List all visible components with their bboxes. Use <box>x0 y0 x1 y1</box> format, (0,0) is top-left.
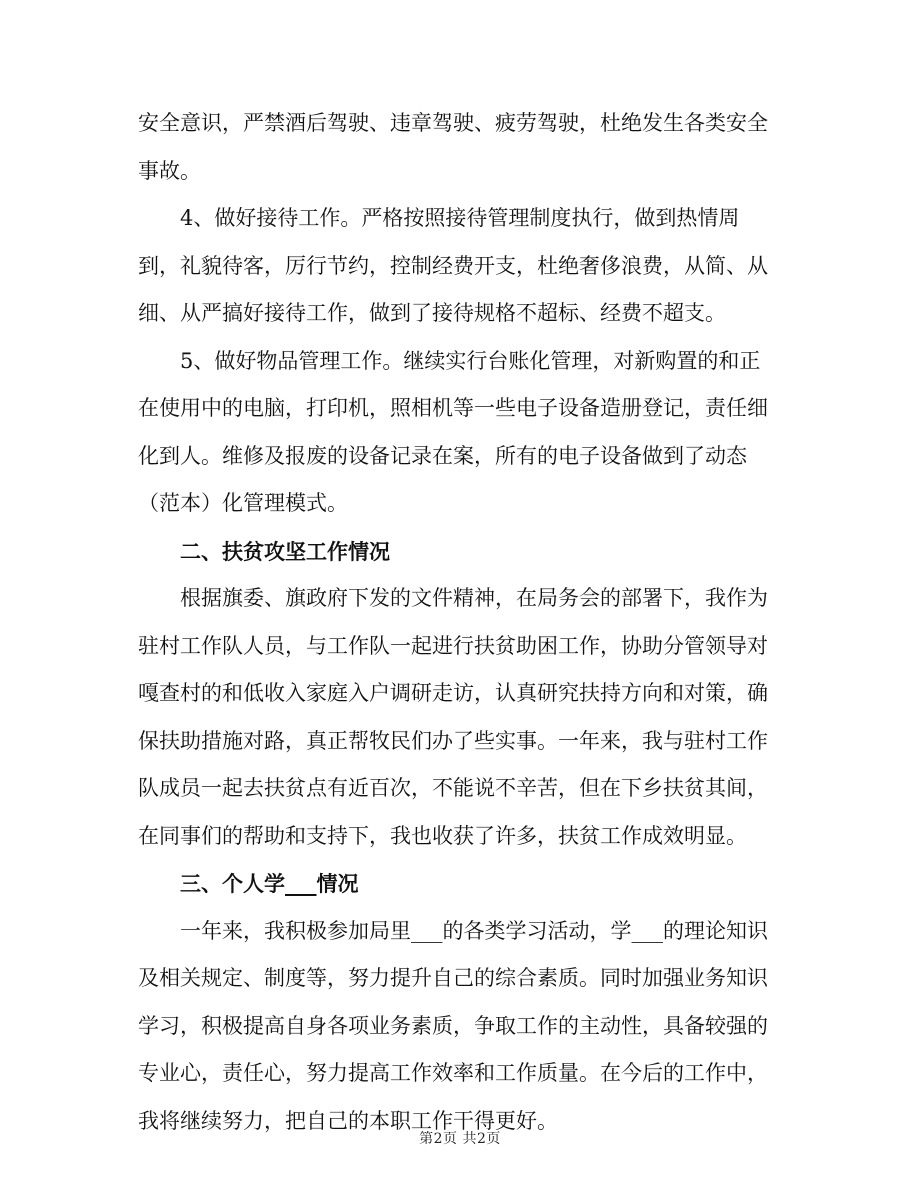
paragraph-continuation: 安全意识，严禁酒后驾驶、违章驾驶、疲劳驾驶，杜绝发生各类安全事故。 <box>138 111 768 183</box>
paragraph-item-5-goods-management: 5、做好物品管理工作。继续实行台账化管理，对新购置的和正在使用中的电脑，打印机，照相机等一些电子设备造册登记，责任细化到人。维修及报废的设备记录在案，所有的电子设备做到了动态（范本）化管理模式。 <box>138 348 768 515</box>
paragraph-poverty-alleviation: 根据旗委、旗政府下发的文件精神，在局务会的部署下，我作为驻村工作队人员，与工作队一起进行扶贫助困工作，协助分管领导对嘎查村的和低收入家庭入户调研走访，认真研究扶持方向和对策，确保扶助措施对路，真正帮牧民们办了些实事。一年来，我与驻村工作队成员一起去扶贫点有近百次，不能说不辛苦，但在下乡扶贫其间，在同事们的帮助和支持下，我也收获了许多，扶贫工作成效明显。 <box>138 586 768 848</box>
section-heading-poverty-alleviation: 二、扶贫攻坚工作情况 <box>180 538 390 564</box>
document-body <box>138 100 778 1145</box>
page-footer <box>0 1128 920 1148</box>
paragraph-item-4-reception: 4、做好接待工作。严格按照接待管理制度执行，做到热情周到，礼貌待客，厉行节约，控制经费开支，杜绝奢侈浪费，从简、从细、从严搞好接待工作，做到了接待规格不超标、经费不超支。 <box>138 206 768 325</box>
paragraph-personal-study: 一年来，我积极参加局里___的各类学习活动，学___的理论知识及相关规定、制度等，努力提升自己的综合素质。同时加强业务知识学习，积极提高自身各项业务素质，争取工作的主动性，具备较强的专业心，责任心，努力提高工作效率和工作质量。在今后的工作中，我将继续努力，把自己的本职工作干得更好。 <box>138 918 768 1133</box>
page-number-label: 第2页 共2页 <box>419 1131 501 1147</box>
section-heading-personal-study: 三、个人学___情况 <box>180 871 359 896</box>
